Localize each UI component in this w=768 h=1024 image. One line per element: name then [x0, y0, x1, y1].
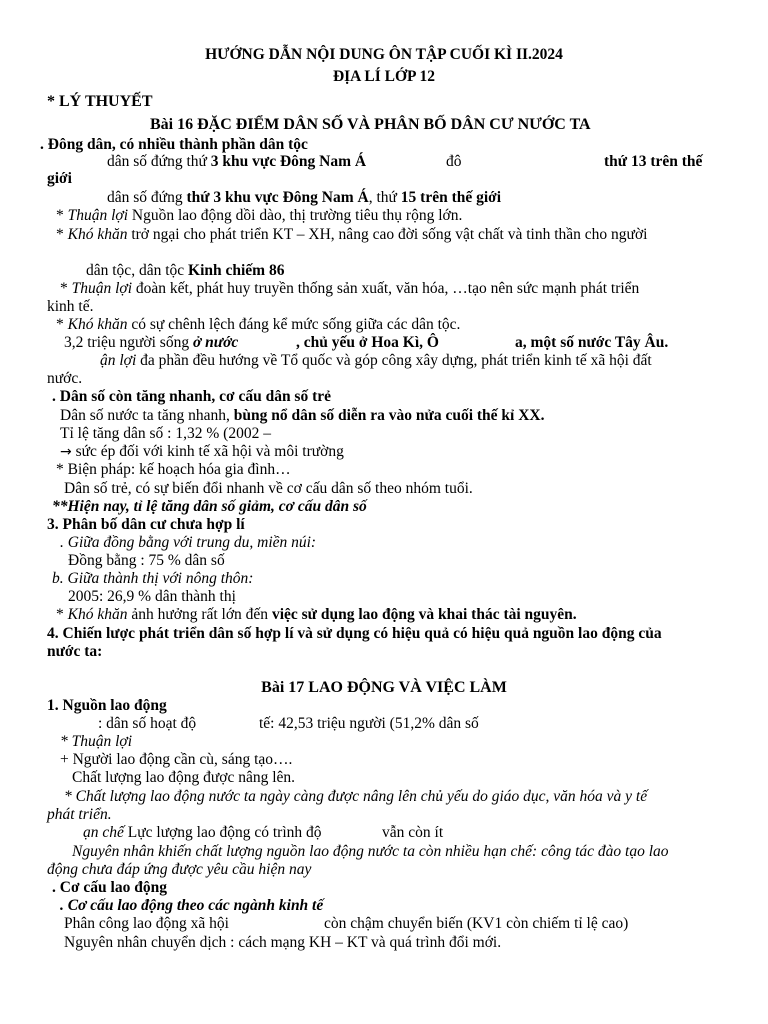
lesson16-heading-4: 4. Chiến lược phát triển dân số hợp lí và sử dụng có hiệu quả có hiệu quả nguồn lao động của [47, 625, 662, 642]
lesson16-title: Bài 16 ĐẶC ĐIỂM DÂN SỐ VÀ PHÂN BỐ DÂN CƯ NƯỚC TA [150, 116, 591, 133]
lesson16-advantage-2: * Thuận lợi đoàn kết, phát huy truyền thống sản xuất, văn hóa, …tạo nên sức mạnh phát triển [60, 280, 640, 297]
lesson17-quality-note: * Chất lượng lao động nước ta ngày càng được nâng lên chủ yếu do giáo dục, văn hóa và y tế [64, 788, 648, 805]
lesson16-line-1: dân số đứng thứ 3 khu vực Đông Nam Á [107, 153, 367, 170]
lesson16-heading-3: 3. Phân bố dân cư chưa hợp lí [47, 516, 245, 533]
lesson16-line-1-rank: thứ 13 trên thế [604, 153, 703, 170]
lesson16-advantage-1: * Thuận lợi Nguồn lao động dồi dào, thị trường tiêu thụ rộng lớn. [56, 207, 463, 224]
lesson17-structure-sector: . Cơ cấu lao động theo các ngành kinh tế [60, 897, 324, 914]
lesson16-distribution-a: . Giữa đồng bằng với trung du, miền núi: [60, 534, 317, 551]
lesson16-heading-2: . Dân số còn tăng nhanh, cơ cấu dân số trẻ [52, 388, 332, 405]
lesson16-heading-4-cont: nước ta: [47, 643, 103, 660]
lesson16-measures: * Biện pháp: kế hoạch hóa gia đình… [56, 461, 291, 478]
lesson17-limitation: ạn chế Lực lượng lao động có trình độ [83, 824, 322, 841]
lesson16-overseas-line: 3,2 triệu người sống ở nước [64, 334, 239, 351]
lesson16-difficulty-3: * Khó khăn ảnh hưởng rất lớn đến việc sử dụng lao động và khai thác tài nguyên. [56, 606, 577, 623]
lesson16-difficulty-2: * Khó khăn có sự chênh lệch đáng kể mức sống giữa các dân tộc. [56, 316, 461, 333]
lesson16-pressure-line: → sức ép đối với kinh tế xã hội và môi trường [60, 443, 344, 460]
document-subtitle: ĐỊA LÍ LỚP 12 [332, 68, 436, 85]
lesson17-heading-1: 1. Nguồn lao động [47, 697, 167, 714]
lesson16-line-2: dân số đứng thứ 3 khu vực Đông Nam Á, thứ 15 trên thế giới [107, 189, 502, 206]
document-title: HƯỚNG DẪN NỘI DUNG ÔN TẬP CUỐI KÌ II.2024 [205, 46, 563, 63]
lesson16-line-1-cont: giới [47, 170, 72, 187]
lesson17-shift-cause: Nguyên nhân chuyển dịch : cách mạng KH – KT và quá trình đổi mới. [64, 934, 502, 951]
lesson16-current-note: **Hiện nay, tỉ lệ tăng dân số giảm, cơ cấu dân số [52, 498, 367, 515]
lesson17-advantage-2: Chất lượng lao động được nâng lên. [72, 769, 296, 786]
lesson16-urban-share: 2005: 26,9 % dân thành thị [68, 588, 236, 605]
lesson17-cause: Nguyên nhân khiến chất lượng nguồn lao động nước ta còn nhiều hạn chế: công tác đào tạo lao [72, 843, 669, 860]
lesson16-overseas-advantage-cont: nước. [47, 370, 83, 387]
lesson16-line-1-fragment: đô [446, 153, 462, 170]
lesson16-growth-line: Dân số nước ta tăng nhanh, bùng nổ dân số diễn ra vào nửa cuối thế kỉ XX. [60, 407, 545, 424]
lesson17-quality-note-cont: phát triển. [47, 806, 112, 823]
lesson17-labor-force: : dân số hoạt độ [98, 715, 197, 732]
lesson16-heading-1: . Đông dân, có nhiều thành phần dân tộc [40, 136, 308, 153]
lesson17-title: Bài 17 LAO ĐỘNG VÀ VIỆC LÀM [261, 679, 507, 696]
section-heading: * LÝ THUYẾT [47, 93, 153, 110]
lesson16-overseas-countries-cont: a, một số nước Tây Âu. [515, 334, 669, 351]
lesson16-distribution-b: b. Giữa thành thị với nông thôn: [52, 570, 254, 587]
lesson17-limitation-cont: vẫn còn ít [382, 824, 444, 841]
lesson16-overseas-advantage: ận lợi đa phần đều hướng về Tổ quốc và góp công xây dựng, phát triển kinh tế xã hội đất [100, 352, 652, 369]
lesson16-young-population: Dân số trẻ, có sự biến đổi nhanh về cơ cấu dân số theo nhóm tuổi. [64, 480, 473, 497]
arrow-right-icon: → [60, 444, 72, 460]
lesson17-division: Phân công lao động xã hội [64, 915, 229, 932]
lesson17-advantage: * Thuận lợi [60, 733, 133, 750]
lesson16-delta-share: Đồng bằng : 75 % dân số [68, 552, 225, 569]
lesson16-ethnic-line: dân tộc, dân tộc Kinh chiếm 86 [86, 262, 285, 279]
lesson17-cause-cont: động chưa đáp ứng được yêu cầu hiện nay [47, 861, 312, 878]
lesson16-growth-rate: Tỉ lệ tăng dân số : 1,32 % (2002 – [60, 425, 271, 442]
lesson16-advantage-2-cont: kinh tế. [47, 298, 94, 315]
lesson17-division-cont: còn chậm chuyển biến (KV1 còn chiếm tỉ lệ cao) [324, 915, 629, 932]
lesson16-difficulty-1: * Khó khăn trở ngại cho phát triển KT – XH, nâng cao đời sống vật chất và tinh thần cho người [56, 226, 648, 243]
lesson17-advantage-1: + Người lao động cần cù, sáng tạo…. [60, 751, 293, 768]
lesson17-labor-force-cont: tế: 42,53 triệu người (51,2% dân số [259, 715, 479, 732]
lesson16-overseas-countries: , chủ yếu ở Hoa Kì, Ô [296, 334, 439, 351]
lesson17-heading-2: . Cơ cấu lao động [52, 879, 167, 896]
